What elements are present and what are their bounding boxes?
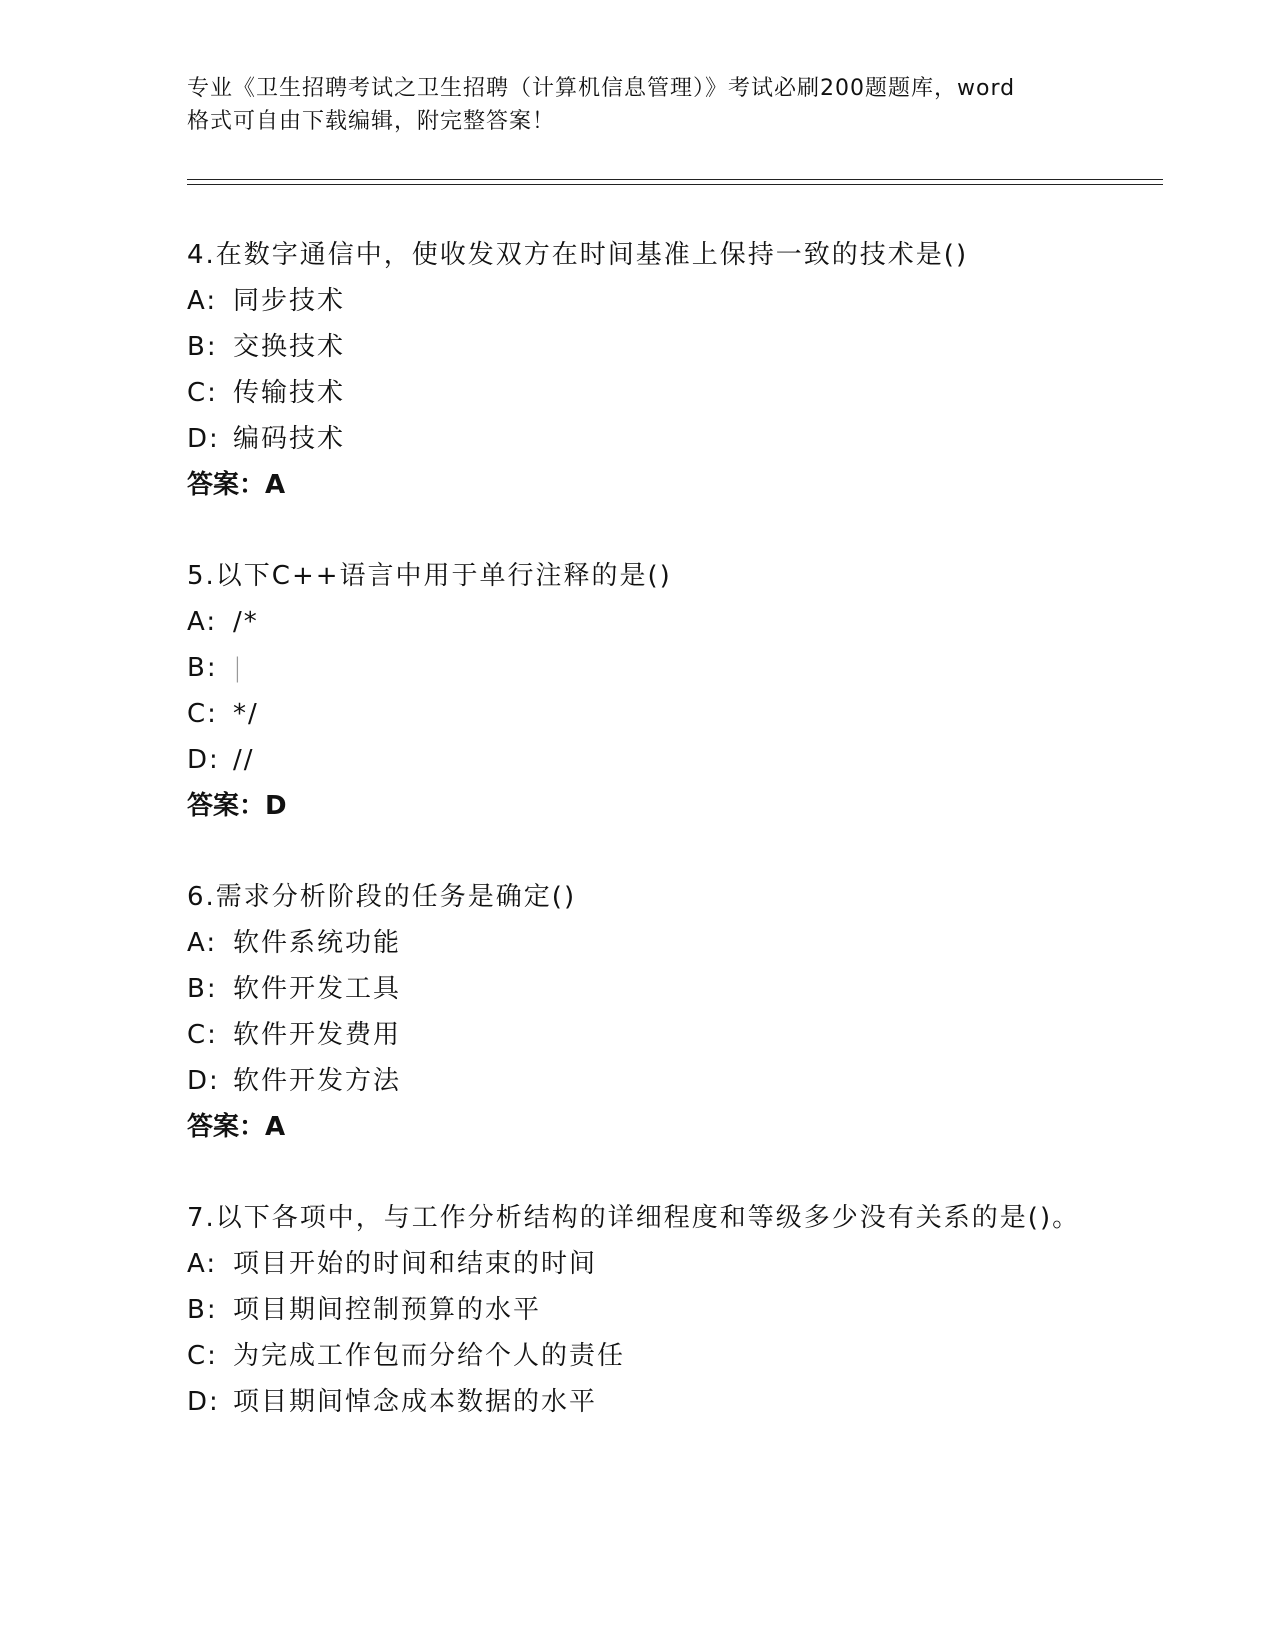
answer-line: 答案：A (187, 1112, 286, 1142)
option-text: /* (233, 607, 259, 637)
question-6 (187, 874, 1087, 1150)
option-letter: B: (187, 332, 218, 362)
option-a (187, 1241, 1087, 1287)
option-text: 项目期间控制预算的水平 (233, 1295, 542, 1325)
option-a (187, 599, 1087, 645)
option-letter: D: (187, 745, 220, 775)
option-letter: D: (187, 1387, 220, 1417)
option-letter: D: (187, 1066, 220, 1096)
option-c (187, 1012, 1087, 1058)
header-divider-bottom (187, 184, 1163, 185)
question-5 (187, 553, 1087, 829)
option-letter: A: (187, 607, 218, 637)
option-letter: C: (187, 378, 218, 408)
option-letter: C: (187, 1020, 218, 1050)
question-list (187, 232, 1087, 1470)
option-text: 软件开发费用 (233, 1020, 402, 1050)
option-text: 软件开发工具 (233, 974, 402, 1004)
option-b (187, 966, 1087, 1012)
option-d (187, 737, 1087, 783)
option-letter: A: (187, 928, 218, 958)
question-4 (187, 232, 1087, 508)
question-7 (187, 1195, 1087, 1425)
option-letter: B: (187, 974, 218, 1004)
option-text: 项目期间悼念成本数据的水平 (233, 1387, 598, 1417)
option-text: // (233, 745, 255, 775)
option-c (187, 691, 1087, 737)
option-letter: C: (187, 1341, 218, 1371)
option-text: 交换技术 (233, 332, 346, 362)
option-c (187, 370, 1087, 416)
option-text: 编码技术 (233, 424, 346, 454)
option-text: | (233, 653, 244, 683)
option-text: 同步技术 (233, 286, 346, 316)
option-letter: C: (187, 699, 218, 729)
question-title: 7.以下各项中，与工作分析结构的详细程度和等级多少没有关系的是()。 (187, 1203, 1081, 1233)
option-b (187, 324, 1087, 370)
question-title: 6.需求分析阶段的任务是确定() (187, 882, 577, 912)
option-letter: B: (187, 653, 218, 683)
option-text: 为完成工作包而分给个人的责任 (233, 1341, 626, 1371)
option-d (187, 1058, 1087, 1104)
option-a (187, 278, 1087, 324)
question-title: 5.以下C++语言中用于单行注释的是() (187, 561, 672, 591)
answer-line: 答案：A (187, 470, 286, 500)
question-title: 4.在数字通信中，使收发双方在时间基准上保持一致的技术是() (187, 240, 969, 270)
header-divider-top (187, 179, 1163, 180)
header-line-1: 专业《卫生招聘考试之卫生招聘（计算机信息管理）》考试必刷200题题库，word (187, 76, 1016, 101)
option-d (187, 1379, 1087, 1425)
option-text: */ (233, 699, 259, 729)
option-text: 项目开始的时间和结束的时间 (233, 1249, 598, 1279)
option-letter: D: (187, 424, 220, 454)
option-letter: B: (187, 1295, 218, 1325)
option-d (187, 416, 1087, 462)
option-text: 传输技术 (233, 378, 346, 408)
option-text: 软件系统功能 (233, 928, 402, 958)
answer-line: 答案：D (187, 791, 287, 821)
option-b (187, 1287, 1087, 1333)
option-c (187, 1333, 1087, 1379)
document-header (187, 72, 1087, 138)
option-b (187, 645, 1087, 691)
header-line-2: 格式可自由下载编辑，附完整答案！ (187, 109, 556, 134)
option-letter: A: (187, 1249, 218, 1279)
option-text: 软件开发方法 (233, 1066, 402, 1096)
option-a (187, 920, 1087, 966)
option-letter: A: (187, 286, 218, 316)
